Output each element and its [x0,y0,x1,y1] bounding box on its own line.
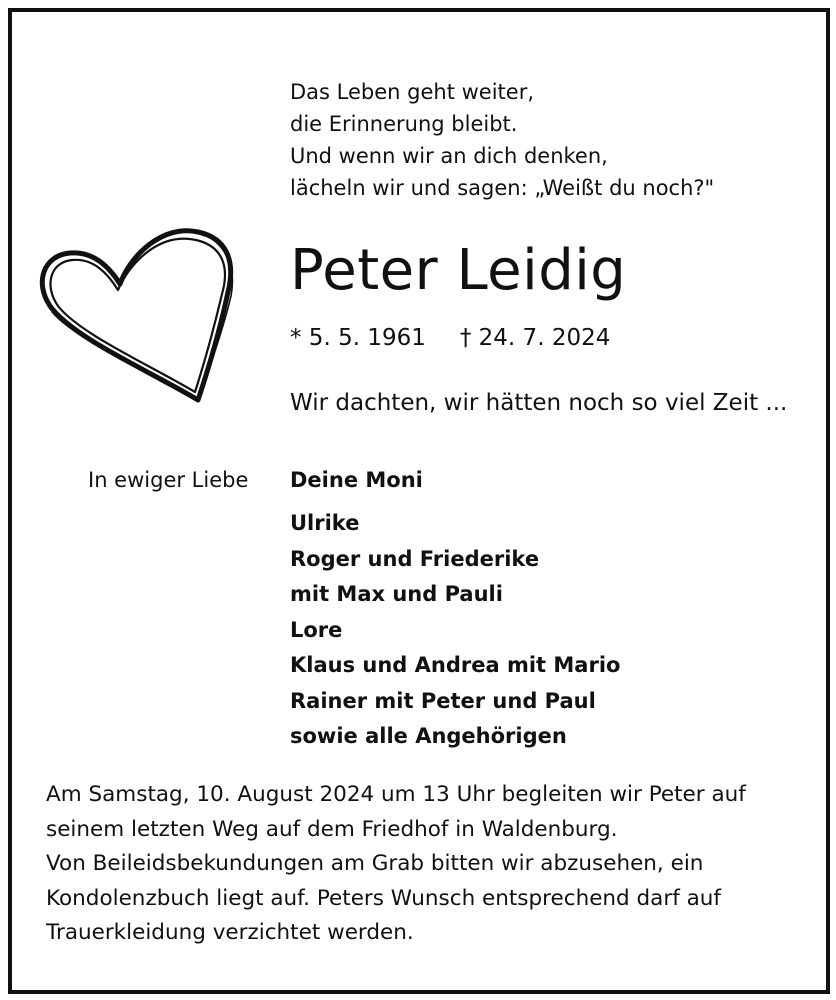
mourner-name: Deine Moni [290,468,423,492]
poem [290,76,790,204]
birth-date: * 5. 5. 1961 [290,325,426,351]
notice-line: Trauerkleidung verzichtet werden. [46,920,414,945]
notice-line: Von Beileidsbekundungen am Grab bitten wir abzusehen, ein [46,851,704,876]
mourner-name: Rainer mit Peter und Paul [290,688,596,713]
mourner-name: Roger und Friederike [290,546,540,571]
poem-line: Und wenn wir an dich denken, [290,144,608,168]
poem-line: Das Leben geht weiter, [290,80,535,104]
heart-icon [38,220,248,410]
mourners-intro: In ewiger Liebe [88,468,249,492]
mourner-name: mit Max und Pauli [290,582,503,606]
notice-line: Kondolenzbuch liegt auf. Peters Wunsch entsprechend darf auf [46,885,721,911]
quote: Wir dachten, wir hätten noch so viel Zeit ... [290,390,788,416]
mourner-name: sowie alle Angehörigen [290,724,567,748]
mourner-name: Klaus und Andrea mit Mario [290,653,621,677]
notice-line: Am Samstag, 10. August 2024 um 13 Uhr begleiten wir Peter auf [46,782,746,807]
death-date: † 24. 7. 2024 [459,325,611,351]
poem-line: lächeln wir und sagen: „Weißt du noch?" [290,176,715,200]
poem-line: die Erinnerung bleibt. [290,112,518,136]
notice-line: seinem letzten Weg auf dem Friedhof in Waldenburg. [46,816,618,842]
deceased-name: Peter Leidig [290,238,627,303]
mourner-name: Lore [290,617,343,642]
funeral-notice [46,778,806,951]
mourner-name: Ulrike [290,511,360,535]
mourners-list [290,464,620,755]
life-dates [290,322,610,354]
